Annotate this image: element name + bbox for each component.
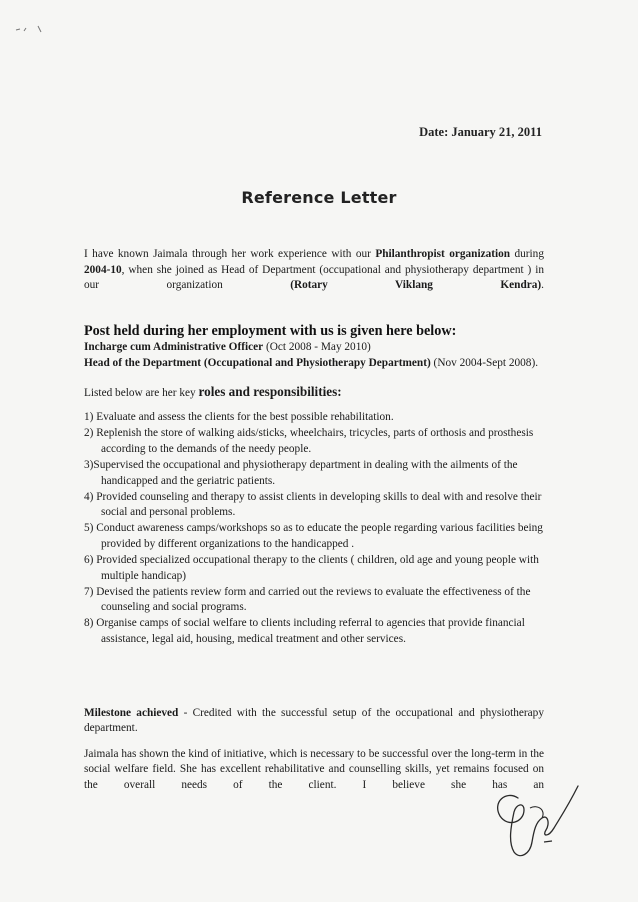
scan-mark-icon: [14, 22, 50, 36]
post-entry: [84, 356, 544, 372]
intro-text-2: during: [510, 248, 544, 260]
intro-text-4: .: [541, 279, 544, 292]
milestone-paragraph: [84, 706, 544, 737]
list-item: 2) Replenish the store of walking aids/sticks, wheelchairs, tricycles, parts of orthosis and prosthesis according to the demands of the needy people.: [84, 427, 534, 455]
post-title: Head of the Department (Occupational and Physiotherapy Department): [84, 356, 431, 369]
letter-title: Reference Letter: [241, 188, 397, 207]
list-item: 1) Evaluate and assess the clients for the best possible rehabilitation.: [84, 411, 394, 424]
posts-heading: Post held during her employment with us is given here below:: [84, 323, 457, 340]
intro-paragraph: [84, 247, 544, 309]
employment-years: 2004-10: [84, 263, 122, 276]
list-item: 3)Supervised the occupational and physiotherapy department in dealing with the ailments of the handicapped and the geriatric patients.: [84, 458, 518, 487]
roles-intro-text: Listed below are her key: [84, 386, 199, 399]
post-title: Incharge cum Administrative Officer: [84, 341, 264, 354]
post-period: (Oct 2008 - May 2010): [263, 341, 371, 354]
milestone-label: Milestone achieved: [84, 706, 179, 719]
org-name: (Rotary Viklang Kendra): [290, 279, 542, 292]
roles-intro-bold: roles and responsibilities: [198, 383, 338, 399]
list-item: 6) Provided specialized occupational therapy to the clients ( children, old age and young people with multiple handicap): [84, 554, 539, 582]
list-item: 4) Provided counseling and therapy to assist clients in developing skills to deal with and resolve their social and personal problems.: [84, 490, 542, 519]
list-item: 5) Conduct awareness camps/workshops so as to educate the people regarding various facilities being provided by different organizations to the handicapped .: [84, 522, 543, 550]
letter-date: Date: January 21, 2011: [419, 125, 542, 139]
list-item: 8) Organise camps of social welfare to clients including referral to agencies that provide financial assistance, legal aid, housing, medical treatment and other services.: [84, 617, 525, 645]
post-period: (Nov 2004-Sept 2008).: [430, 356, 539, 369]
roles-intro-colon: :: [337, 383, 342, 399]
list-item: 7) Devised the patients review form and carried out the reviews to evaluate the effectiveness of the counseling and social programs.: [84, 585, 531, 614]
roles-list: [84, 410, 544, 647]
intro-text-1: I have known Jaimala through her work experience with our: [84, 248, 376, 260]
letter-body: [84, 247, 544, 809]
roles-intro: [84, 384, 544, 402]
closing-paragraph: Jaimala has shown the kind of initiative, which is necessary to be successful over the long-term in the social welfare field. She has excellent rehabilitative and counselling skills, yet remains focused on the overall needs of the client. I believe she has an: [84, 747, 544, 791]
post-entry: [84, 340, 544, 356]
org-type: Philanthropist organization: [375, 248, 511, 260]
milestone-text: - Credited with the successful setup of the occupational and physiotherapy department.: [84, 706, 544, 735]
signature-icon: [478, 768, 588, 866]
intro-text-3: , when she joined as Head of Department (occupational and physiotherapy department ) in our organization: [84, 263, 544, 292]
